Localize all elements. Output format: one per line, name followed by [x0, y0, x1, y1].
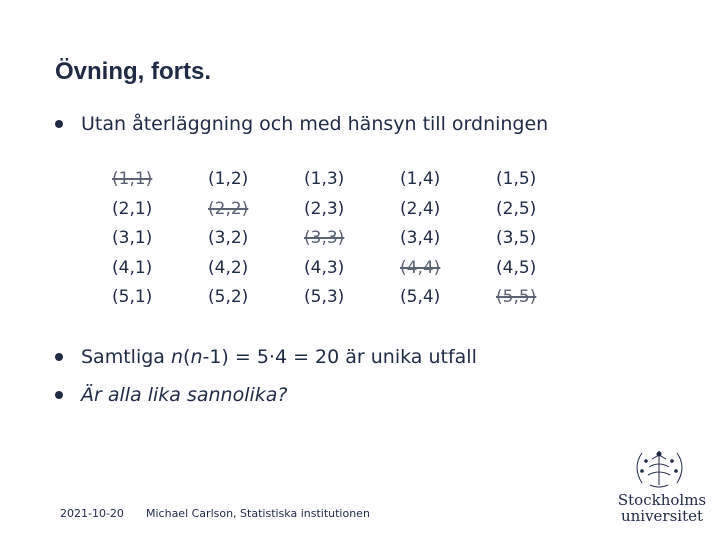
outcome-cell-crossed: (2,2) [208, 198, 249, 219]
text-part: Samtliga [81, 346, 171, 368]
bullet-dot-icon [55, 353, 63, 361]
outcome-cell: (1,3) [304, 169, 345, 189]
outcome-cell: (2,1) [112, 198, 153, 219]
outcome-cell-crossed: (5,5) [496, 287, 537, 307]
outcome-cell: (5,2) [208, 287, 249, 307]
outcome-cell: (2,4) [400, 198, 441, 219]
outcome-cell-crossed: (4,4) [400, 257, 441, 278]
outcome-cell-crossed: (1,1) [112, 169, 153, 189]
outcome-cell: (3,4) [400, 228, 441, 248]
outcome-cell: (1,4) [400, 169, 441, 189]
outcome-cell: (1,2) [208, 169, 249, 189]
outcome-cell: (4,2) [208, 257, 249, 278]
outcome-grid [100, 165, 580, 313]
outcome-cell: (5,4) [400, 287, 441, 307]
footer-author: Michael Carlson, Statistiska institutionen [146, 507, 370, 520]
outcome-cell: (4,5) [496, 257, 537, 278]
outcome-cell-crossed: (3,3) [304, 228, 345, 248]
logo-text-line2: universitet [620, 507, 704, 525]
outcome-cell: (4,1) [112, 257, 153, 278]
outcome-cell: (3,1) [112, 228, 153, 248]
text-part: ( [183, 346, 191, 368]
bullet-item-1 [55, 113, 548, 135]
bullet-item-2 [55, 346, 477, 368]
logo-text-line1: Stockholms [617, 491, 707, 509]
outcome-cell: (1,5) [496, 169, 537, 189]
outcome-cell: (3,2) [208, 228, 249, 248]
bullet-dot-icon [55, 120, 63, 128]
bullet-text: Är alla lika sannolika? [81, 384, 288, 406]
bullet-dot-icon [55, 391, 63, 399]
bullet-item-3 [55, 384, 288, 406]
outcome-cell: (3,5) [496, 228, 537, 248]
variable-n: n [170, 346, 184, 368]
outcome-cell: (2,5) [496, 198, 537, 219]
bullet-text [81, 346, 477, 368]
variable-n: n [190, 346, 203, 368]
outcome-cell: (2,3) [304, 198, 345, 219]
outcome-cell: (5,3) [304, 287, 345, 307]
outcome-cell: (4,3) [304, 257, 345, 278]
slide-title: Övning, forts. [55, 58, 211, 85]
footer-date: 2021-10-20 [60, 507, 124, 520]
outcome-cell: (5,1) [112, 287, 153, 307]
text-part: -1) = 5·4 = 20 är unika utfall [202, 346, 477, 368]
bullet-text: Utan återläggning och med hänsyn till ordningen [81, 113, 549, 135]
